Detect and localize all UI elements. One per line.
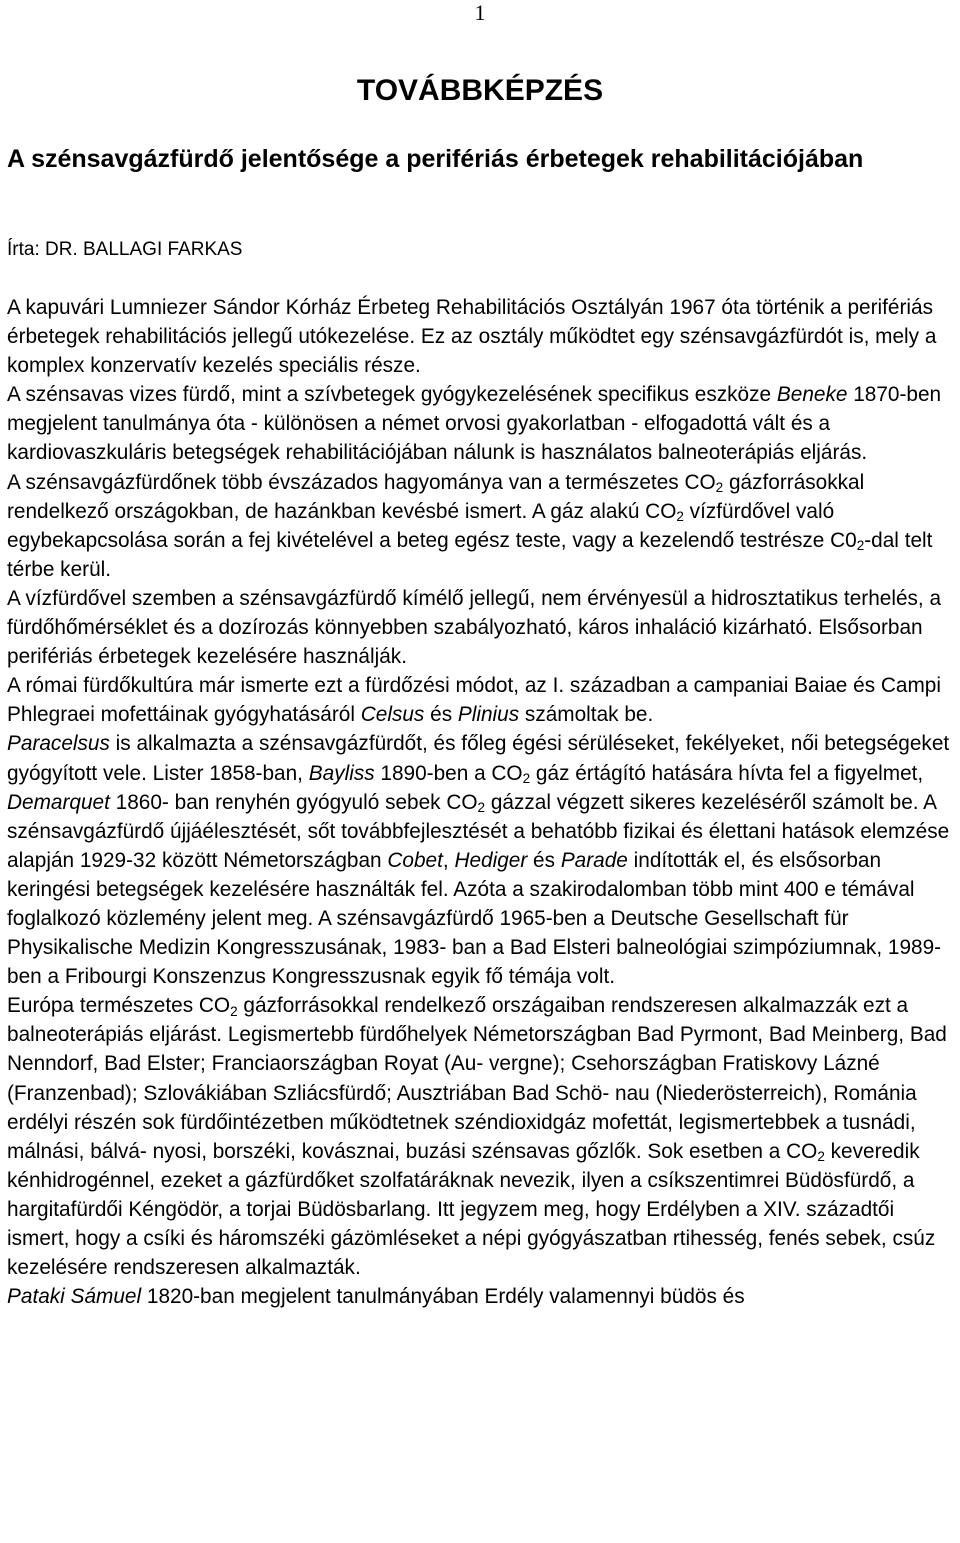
text-run: indították el, és elsősorban keringési betegségek kezelésére használták fel. Azóta a szakirodalomban több mint 400 e témával foglalkozó közlemény jelent meg. A szénsavgázfürdő 1965-ben a Deutsche Gesellschaft für Physikalische Medizin Kongresszusának, 1983- ban a Bad Elsteri balneológiai szimpóziumnak, 1989-ben a Fribourgi Konszenzus Kongresszusnak egyik fő témája volt.: [7, 848, 942, 989]
text-run: keveredik kénhidrogénnel, ezeket a gázfürdőket szolfatáráknak nevezik, ilyen a csíkszentimrei Büdösfürdő, a hargitafürdői Kéngödör, a torjai Büdösbarlang. Itt jegyzem meg, hogy Erdélyben a XIV. századtői ismert, hogy a csíki és háromszéki gázömléseket a népi gyógyászatban rtihesség, fenés sebek, csúz kezelésére rendszeresen alkalmazták.: [7, 1139, 936, 1280]
author-name: Demarquet: [7, 790, 110, 814]
author-line: Írta: DR. BALLAGI FARKAS: [7, 239, 243, 260]
text-run: gázzal végzett sikeres kezeléséről számolt be. A szénsavgázfürdő újjáélesztését, sőt továbbfejlesztését a behatóbb fizikai és élettani hatások elemzése alapján 1929-32 között Németországban: [7, 790, 950, 872]
text-run: -dal telt térbe kerül.: [7, 528, 933, 581]
paragraph-1: [7, 293, 953, 380]
text-run: A szénsavgázfürdőnek több évszázados hagyománya van a természetes CO: [7, 470, 716, 494]
section-heading: TOVÁBBKÉPZÉS: [356, 74, 604, 107]
paragraph-3: [7, 468, 953, 584]
author-name: Pataki Sámuel: [7, 1285, 142, 1309]
text-run: ,: [442, 848, 455, 872]
author-name: Paracelsus: [7, 732, 110, 756]
text-run: 1890-ben a CO: [374, 761, 523, 785]
text-run: számoltak be.: [519, 703, 654, 727]
paragraph-4: [7, 584, 953, 671]
text-run: is alkalmazta a szénsavgázfürdőt, és főleg égési sérüléseket, fekélyeket, női betegségeket gyógyított vele. Lister 1858-ban,: [7, 732, 950, 785]
text-run: Európa természetes CO: [7, 994, 231, 1018]
text-run: gázforrásokkal rendelkező országaiban rendszeresen alkalmazzák ezt a balneoterápiás eljárást. Legismertebb fürdőhelyek Németországban Bad Pyrmont, Bad Meinberg, Bad Nenndorf, Bad Elster; Franciaországban Royat (Au- vergne); Csehországban Fratiskovy Lázné (Franzenbad); Szlovákiában Szliácsfürdő; Ausztriában Bad Schö- nau (Niederösterreich), Románia erdélyi részén sok fürdőintézetben működtetnek széndioxidgáz mofettát, legismertebbek a tusnádi, málnási, bálvá- nyosi, borszéki, kovásznai, buzási szénsavas gőzlők. Sok esetben a CO: [7, 994, 947, 1163]
text-run: gázforrásokkal rendelkező országokban, de hazánkban kevésbé ismert. A gáz alakú CO: [7, 470, 865, 523]
article-title: A szénsavgázfürdő jelentősége a perifériás érbetegek rehabilitációjában: [7, 145, 864, 173]
author-name: Hediger: [454, 848, 528, 872]
text-run: gáz értágító hatására hívta fel a figyelmet,: [530, 761, 924, 785]
text-run: 1860- ban renyhén gyógyuló sebek CO: [109, 790, 478, 814]
subscript: 2: [856, 538, 865, 554]
author-name: Celsus: [360, 703, 425, 727]
paragraph-2: [7, 380, 953, 467]
text-run: 1870-ben megjelent tanulmánya óta - különösen a német orvosi gyakorlatban - elfogadottá vált és a kardiovaszkuláris betegségek rehabilitációjában nálunk is használatos balneoterápiás eljárás.: [7, 383, 942, 465]
page-number: 1: [474, 0, 486, 25]
subscript: 2: [477, 799, 486, 815]
subscript: 2: [715, 479, 724, 495]
subscript: 2: [817, 1149, 825, 1165]
subscript: 2: [522, 770, 531, 786]
text-run: A kapuvári Lumniezer Sándor Kórház Érbeteg Rehabilitációs Osztályán 1967 óta történik a perifériás érbetegek rehabilitációs jellegű utókezelése. Ez az osztály működtet egy szénsavgázfürdót is, mely a komplex konzervatív kezelés speciális része.: [7, 296, 937, 378]
author-name: Bayliss: [308, 761, 375, 785]
article-body: [7, 293, 953, 1311]
author-name: Parade: [560, 848, 628, 872]
subscript: 2: [230, 1003, 238, 1019]
text-run: A római fürdőkultúra már ismerte ezt a fürdőzési módot, az I. században a campaniai Baiae és Campi Phlegraei mofettáinak gyógyhatásáról: [7, 674, 941, 727]
text-run: A vízfürdővel szemben a szénsavgázfürdő kímélő jellegű, nem érvényesül a hidrosztatikus terhelés, a fürdőhőmérséklet és a dozírozás könnyebben szabályozható, káros inhaláció kizárható. Elsősorban perifériás érbetegek kezelésére használják.: [7, 586, 942, 669]
paragraph-6: [7, 729, 953, 991]
text-run: vízfürdővel való egybekapcsolása során a fej kivételével a beteg egész teste, vagy a kezelendő testrésze C0: [7, 499, 857, 552]
text-run: 1820-ban megjelent tanulmányában Erdély valamennyi büdös és: [141, 1285, 745, 1309]
author-name: Beneke: [776, 383, 848, 407]
paragraph-8: [7, 1282, 953, 1311]
subscript: 2: [676, 509, 684, 525]
author-name: Cobet: [387, 848, 443, 872]
text-run: és: [527, 848, 561, 872]
text-run: és: [424, 703, 458, 727]
paragraph-7: [7, 991, 953, 1282]
text-run: A szénsavas vizes fürdő, mint a szívbetegek gyógykezelésének specifikus eszköze: [7, 383, 777, 407]
paragraph-5: [7, 671, 953, 729]
author-name: Plinius: [457, 703, 520, 727]
